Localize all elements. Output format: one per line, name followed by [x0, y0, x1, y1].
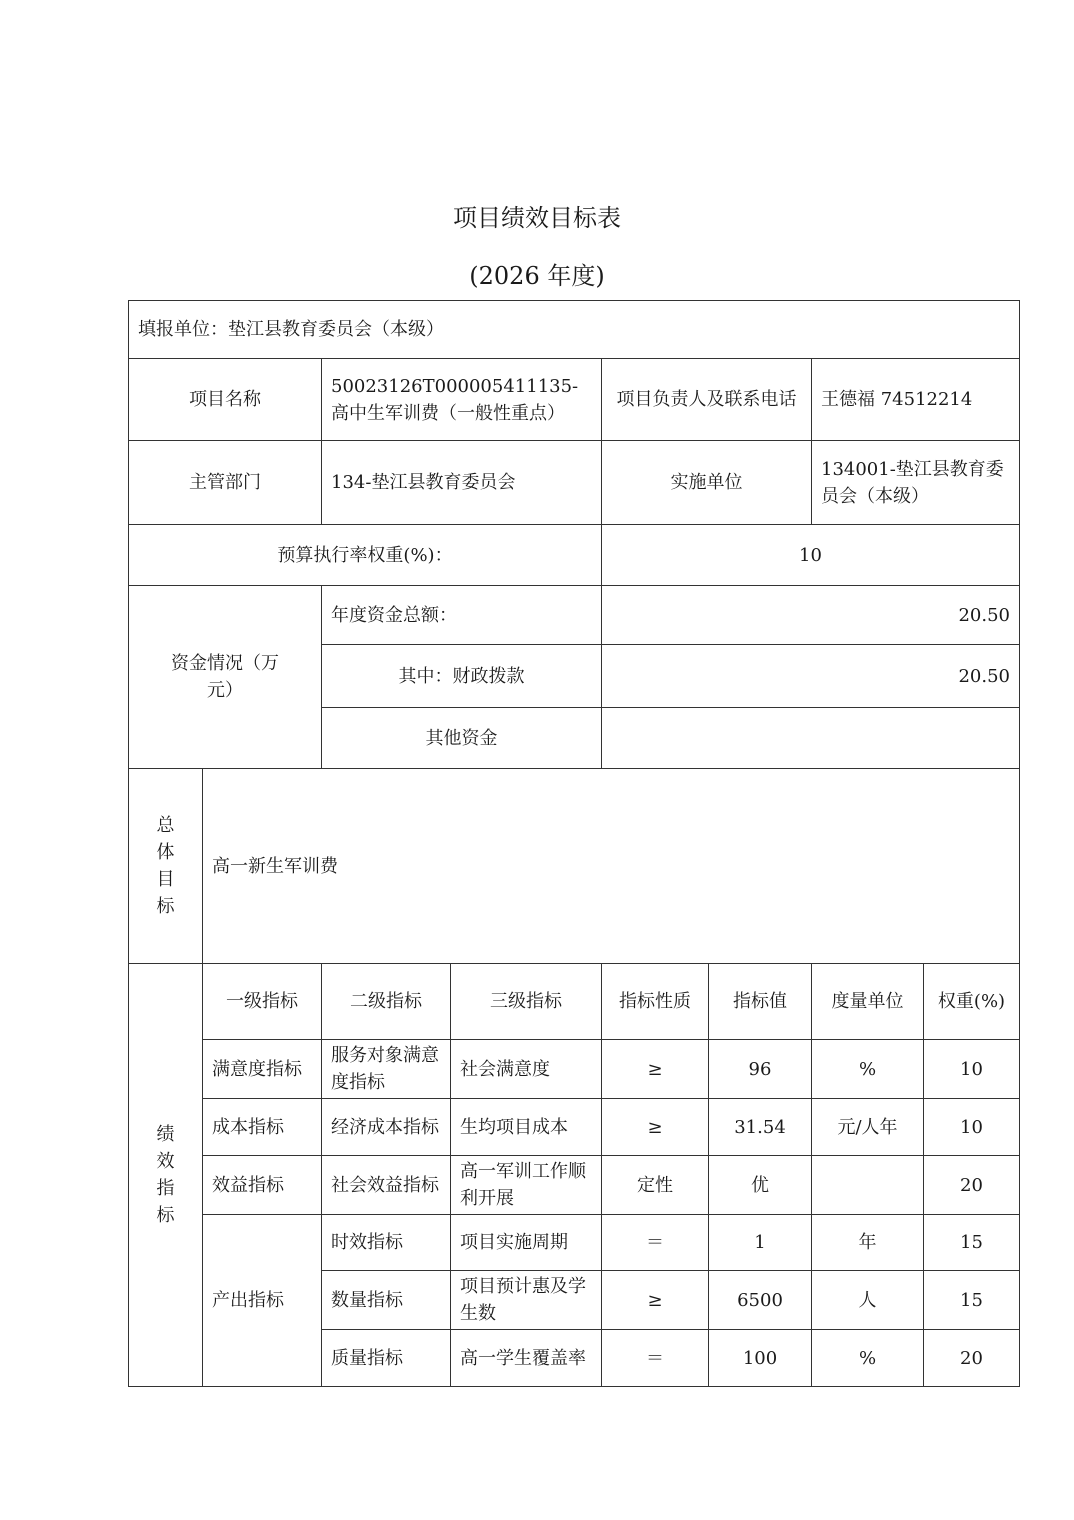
row-l3: 生均项目成本 — [451, 1099, 602, 1156]
row-l1: 产出指标 — [203, 1215, 322, 1387]
row-l3: 社会满意度 — [451, 1040, 602, 1099]
reporting-unit: 填报单位：垫江县教育委员会（本级） — [129, 301, 1020, 359]
budget-weight: 10 — [602, 525, 1020, 586]
funds-other — [602, 708, 1020, 769]
header-l1: 一级指标 — [203, 964, 322, 1040]
funds-total-label: 年度资金总额： — [322, 586, 602, 645]
row-unit: 元/人年 — [812, 1099, 924, 1156]
table-row — [129, 1099, 1020, 1156]
dept: 134-垫江县教育委员会 — [322, 441, 602, 525]
table-row — [129, 1040, 1020, 1099]
table-row — [129, 1156, 1020, 1215]
row-l2: 时效指标 — [322, 1215, 451, 1271]
funds-other-label: 其他资金 — [322, 708, 602, 769]
project-name-label: 项目名称 — [129, 359, 322, 441]
goal-label: 总体目标 — [129, 769, 203, 964]
row-weight: 10 — [924, 1040, 1020, 1099]
row-nature: 定性 — [602, 1156, 709, 1215]
perf-label: 绩效指标 — [129, 964, 203, 1387]
row-nature: ＝ — [602, 1330, 709, 1387]
header-unit: 度量单位 — [812, 964, 924, 1040]
row-unit — [812, 1156, 924, 1215]
document-subtitle: (2026 年度) — [469, 262, 605, 290]
dept-label: 主管部门 — [129, 441, 322, 525]
row-weight: 15 — [924, 1271, 1020, 1330]
header-value: 指标值 — [709, 964, 812, 1040]
row-l2: 社会效益指标 — [322, 1156, 451, 1215]
project-name: 50023126T000005411135-高中生军训费（一般性重点） — [322, 359, 602, 441]
row-unit: % — [812, 1330, 924, 1387]
row-unit: 年 — [812, 1215, 924, 1271]
row-unit: 人 — [812, 1271, 924, 1330]
row-weight: 20 — [924, 1156, 1020, 1215]
header-weight: 权重(%) — [924, 964, 1020, 1040]
row-l3: 高一军训工作顺利开展 — [451, 1156, 602, 1215]
row-l2: 数量指标 — [322, 1271, 451, 1330]
manager: 王德福 74512214 — [812, 359, 1020, 441]
row-l3: 高一学生覆盖率 — [451, 1330, 602, 1387]
row-l1: 效益指标 — [203, 1156, 322, 1215]
row-value: 优 — [709, 1156, 812, 1215]
row-value: 1 — [709, 1215, 812, 1271]
header-l3: 三级指标 — [451, 964, 602, 1040]
funds-fiscal: 20.50 — [602, 645, 1020, 708]
budget-weight-label: 预算执行率权重(%)： — [129, 525, 602, 586]
document-title: 项目绩效目标表 — [453, 204, 621, 232]
row-weight: 15 — [924, 1215, 1020, 1271]
row-l2: 质量指标 — [322, 1330, 451, 1387]
row-value: 96 — [709, 1040, 812, 1099]
table-row — [129, 1215, 1020, 1271]
row-nature: ≥ — [602, 1040, 709, 1099]
row-nature: ≥ — [602, 1099, 709, 1156]
row-nature: ≥ — [602, 1271, 709, 1330]
header-l2: 二级指标 — [322, 964, 451, 1040]
row-value: 6500 — [709, 1271, 812, 1330]
row-value: 31.54 — [709, 1099, 812, 1156]
row-weight: 20 — [924, 1330, 1020, 1387]
row-l2: 经济成本指标 — [322, 1099, 451, 1156]
funds-label: 资金情况（万元） — [129, 586, 322, 769]
row-l3: 项目预计惠及学生数 — [451, 1271, 602, 1330]
row-weight: 10 — [924, 1099, 1020, 1156]
funds-total: 20.50 — [602, 586, 1020, 645]
row-nature: ＝ — [602, 1215, 709, 1271]
impl: 134001-垫江县教育委员会（本级） — [812, 441, 1020, 525]
row-l1: 满意度指标 — [203, 1040, 322, 1099]
header-nature: 指标性质 — [602, 964, 709, 1040]
goal: 高一新生军训费 — [203, 769, 1020, 964]
impl-label: 实施单位 — [602, 441, 812, 525]
row-value: 100 — [709, 1330, 812, 1387]
manager-label: 项目负责人及联系电话 — [602, 359, 812, 441]
row-l2: 服务对象满意度指标 — [322, 1040, 451, 1099]
funds-fiscal-label: 其中：财政拨款 — [322, 645, 602, 708]
row-l3: 项目实施周期 — [451, 1215, 602, 1271]
row-unit: % — [812, 1040, 924, 1099]
row-l1: 成本指标 — [203, 1099, 322, 1156]
performance-table — [128, 300, 1020, 1387]
